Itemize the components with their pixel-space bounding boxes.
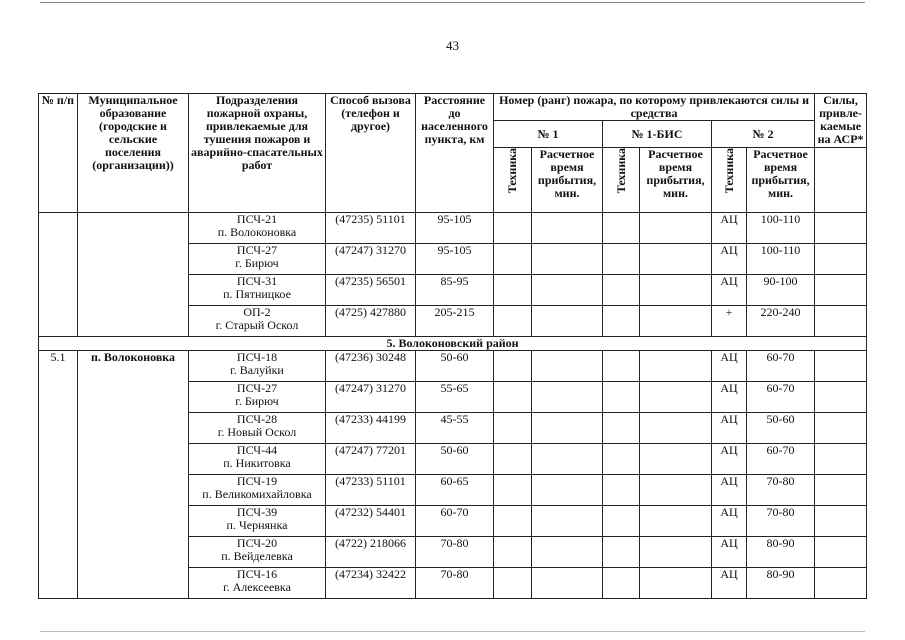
- distance-cell: 95-105: [416, 213, 494, 244]
- header-units: Подразделения пожарной охраны, привлекаемые для тушения пожаров и аварийно-спасательных работ: [189, 94, 326, 213]
- phone-cell: (47233) 44199: [326, 413, 416, 444]
- unit-cell: [189, 306, 326, 337]
- asr-cell: [815, 306, 867, 337]
- arrival-1bis-cell: [640, 213, 712, 244]
- arrival-1-cell: [532, 475, 603, 506]
- distance-cell: 45-55: [416, 413, 494, 444]
- asr-cell: [815, 244, 867, 275]
- unit-name: ОП-2: [243, 305, 271, 319]
- unit-location: п. Пятницкое: [223, 287, 291, 301]
- tech-2-cell: АЦ: [712, 244, 747, 275]
- unit-cell: [189, 213, 326, 244]
- tech-2-cell: АЦ: [712, 506, 747, 537]
- distance-cell: 205-215: [416, 306, 494, 337]
- tech-1bis-cell: [603, 537, 640, 568]
- arrival-1-cell: [532, 444, 603, 475]
- phone-cell: (47233) 51101: [326, 475, 416, 506]
- tech-1bis-cell: [603, 213, 640, 244]
- tech-1bis-cell: [603, 506, 640, 537]
- arrival-1bis-cell: [640, 475, 712, 506]
- arrival-2-cell: 100-110: [747, 213, 815, 244]
- tech-2-cell: АЦ: [712, 351, 747, 382]
- unit-name: ПСЧ-18: [236, 350, 278, 364]
- header-asr-empty: [815, 148, 867, 213]
- tech-1bis-cell: [603, 413, 640, 444]
- arrival-1bis-cell: [640, 382, 712, 413]
- tech-2-cell: АЦ: [712, 537, 747, 568]
- arrival-1-cell: [532, 413, 603, 444]
- section-number: 5.1: [39, 351, 78, 599]
- unit-name: ПСЧ-44: [236, 443, 278, 457]
- asr-cell: [815, 275, 867, 306]
- unit-location: г. Валуйки: [230, 363, 284, 377]
- unit-location: г. Новый Оскол: [217, 425, 297, 439]
- section-name: п. Волоконовка: [78, 351, 189, 599]
- arrival-2-cell: 50-60: [747, 413, 815, 444]
- unit-cell: [189, 568, 326, 599]
- tech-1-cell: [494, 244, 532, 275]
- unit-name: ПСЧ-21: [236, 212, 278, 226]
- unit-location: п. Чернянка: [226, 518, 288, 532]
- unit-location: г. Бирюч: [235, 256, 279, 270]
- asr-cell: [815, 413, 867, 444]
- unit-location: г. Бирюч: [235, 394, 279, 408]
- arrival-1-cell: [532, 537, 603, 568]
- header-tech-2: Техника: [712, 148, 747, 213]
- header-arrival-1bis: Расчетное время прибытия, мин.: [640, 148, 712, 213]
- header-distance: Расстояние до населенного пункта, км: [416, 94, 494, 213]
- distance-cell: 70-80: [416, 537, 494, 568]
- header-num: № п/п: [39, 94, 78, 213]
- tech-1-cell: [494, 537, 532, 568]
- tech-2-cell: +: [712, 306, 747, 337]
- arrival-1bis-cell: [640, 351, 712, 382]
- unit-cell: [189, 475, 326, 506]
- tech-1bis-cell: [603, 568, 640, 599]
- tech-1-cell: [494, 413, 532, 444]
- header-rank-1: № 1: [494, 121, 603, 148]
- tech-1-cell: [494, 475, 532, 506]
- arrival-2-cell: 100-110: [747, 244, 815, 275]
- arrival-1bis-cell: [640, 537, 712, 568]
- distance-cell: 50-60: [416, 444, 494, 475]
- asr-cell: [815, 444, 867, 475]
- fire-forces-table: [38, 93, 867, 599]
- arrival-1bis-cell: [640, 568, 712, 599]
- phone-cell: (47235) 56501: [326, 275, 416, 306]
- header-asr: Силы, привле-каемые на АСР*: [815, 94, 867, 148]
- page-number: 43: [446, 38, 459, 53]
- unit-cell: [189, 275, 326, 306]
- header-call: Способ вызова (телефон и другое): [326, 94, 416, 213]
- header-arrival-1: Расчетное время прибытия, мин.: [532, 148, 603, 213]
- phone-cell: (47247) 31270: [326, 244, 416, 275]
- phone-cell: (47232) 54401: [326, 506, 416, 537]
- unit-name: ПСЧ-16: [236, 567, 278, 581]
- table-row: [39, 213, 867, 244]
- arrival-2-cell: 60-70: [747, 444, 815, 475]
- arrival-1bis-cell: [640, 413, 712, 444]
- phone-cell: (47235) 51101: [326, 213, 416, 244]
- phone-cell: (47247) 31270: [326, 382, 416, 413]
- tech-1-cell: [494, 444, 532, 475]
- arrival-2-cell: 60-70: [747, 351, 815, 382]
- arrival-1bis-cell: [640, 506, 712, 537]
- tech-1-cell: [494, 306, 532, 337]
- phone-cell: (47234) 32422: [326, 568, 416, 599]
- arrival-1-cell: [532, 306, 603, 337]
- arrival-1bis-cell: [640, 306, 712, 337]
- unit-name: ПСЧ-20: [236, 536, 278, 550]
- asr-cell: [815, 382, 867, 413]
- asr-cell: [815, 506, 867, 537]
- tech-1bis-cell: [603, 351, 640, 382]
- scan-edge-bottom: [40, 631, 865, 632]
- unit-location: п. Никитовка: [223, 456, 291, 470]
- arrival-1bis-cell: [640, 275, 712, 306]
- arrival-2-cell: 70-80: [747, 475, 815, 506]
- phone-cell: (47247) 77201: [326, 444, 416, 475]
- distance-cell: 95-105: [416, 244, 494, 275]
- distance-cell: 50-60: [416, 351, 494, 382]
- asr-cell: [815, 568, 867, 599]
- unit-cell: [189, 506, 326, 537]
- header-rank-1bis: № 1-БИС: [603, 121, 712, 148]
- phone-cell: (4722) 218066: [326, 537, 416, 568]
- arrival-2-cell: 60-70: [747, 382, 815, 413]
- distance-cell: 70-80: [416, 568, 494, 599]
- header-tech-1: Техника: [494, 148, 532, 213]
- asr-cell: [815, 213, 867, 244]
- arrival-1-cell: [532, 568, 603, 599]
- unit-name: ПСЧ-28: [236, 412, 278, 426]
- unit-name: ПСЧ-27: [236, 381, 278, 395]
- tech-1-cell: [494, 506, 532, 537]
- distance-cell: 85-95: [416, 275, 494, 306]
- distance-cell: 60-65: [416, 475, 494, 506]
- arrival-2-cell: 70-80: [747, 506, 815, 537]
- distance-cell: 55-65: [416, 382, 494, 413]
- tech-2-cell: АЦ: [712, 275, 747, 306]
- unit-cell: [189, 537, 326, 568]
- asr-cell: [815, 475, 867, 506]
- unit-name: ПСЧ-39: [236, 505, 278, 519]
- arrival-1bis-cell: [640, 444, 712, 475]
- unit-location: г. Старый Оскол: [215, 318, 299, 332]
- tech-2-cell: АЦ: [712, 568, 747, 599]
- arrival-1-cell: [532, 506, 603, 537]
- tech-2-cell: АЦ: [712, 413, 747, 444]
- unit-location: п. Великомихайловка: [202, 487, 312, 501]
- tech-1bis-cell: [603, 475, 640, 506]
- unit-cell: [189, 244, 326, 275]
- unit-location: п. Вейделевка: [221, 549, 293, 563]
- table-row: [39, 351, 867, 382]
- phone-cell: (4725) 427880: [326, 306, 416, 337]
- arrival-1-cell: [532, 351, 603, 382]
- asr-cell: [815, 537, 867, 568]
- district-row: [39, 337, 867, 351]
- arrival-1-cell: [532, 244, 603, 275]
- unit-cell: [189, 382, 326, 413]
- unit-name: ПСЧ-31: [236, 274, 278, 288]
- arrival-1-cell: [532, 275, 603, 306]
- header-rank-2: № 2: [712, 121, 815, 148]
- unit-cell: [189, 351, 326, 382]
- tech-1bis-cell: [603, 244, 640, 275]
- table-body: [39, 213, 867, 599]
- asr-cell: [815, 351, 867, 382]
- tech-2-cell: АЦ: [712, 382, 747, 413]
- tech-1-cell: [494, 275, 532, 306]
- num-cell: [39, 213, 78, 337]
- unit-location: п. Волоконовка: [217, 225, 297, 239]
- distance-cell: 60-70: [416, 506, 494, 537]
- tech-1-cell: [494, 351, 532, 382]
- unit-cell: [189, 444, 326, 475]
- arrival-2-cell: 80-90: [747, 537, 815, 568]
- scan-edge-top: [40, 2, 865, 3]
- tech-2-cell: АЦ: [712, 213, 747, 244]
- tech-2-cell: АЦ: [712, 475, 747, 506]
- unit-name: ПСЧ-19: [236, 474, 278, 488]
- arrival-2-cell: 90-100: [747, 275, 815, 306]
- tech-1bis-cell: [603, 444, 640, 475]
- header-rank-group: Номер (ранг) пожара, по которому привлекаются силы и средства: [494, 94, 815, 121]
- municipality-cell: [78, 213, 189, 337]
- tech-1-cell: [494, 213, 532, 244]
- unit-name: ПСЧ-27: [236, 243, 278, 257]
- header-municipality: Муниципальное образование (городские и сельские поселения (организации)): [78, 94, 189, 213]
- tech-1-cell: [494, 568, 532, 599]
- phone-cell: (47236) 30248: [326, 351, 416, 382]
- header-row-1: [39, 94, 867, 121]
- arrival-2-cell: 80-90: [747, 568, 815, 599]
- arrival-2-cell: 220-240: [747, 306, 815, 337]
- arrival-1bis-cell: [640, 244, 712, 275]
- tech-1bis-cell: [603, 275, 640, 306]
- arrival-1-cell: [532, 213, 603, 244]
- tech-2-cell: АЦ: [712, 444, 747, 475]
- district-title: 5. Волоконовский район: [39, 337, 867, 351]
- tech-1bis-cell: [603, 382, 640, 413]
- header-arrival-2: Расчетное время прибытия, мин.: [747, 148, 815, 213]
- tech-1bis-cell: [603, 306, 640, 337]
- unit-cell: [189, 413, 326, 444]
- unit-location: г. Алексеевка: [223, 580, 291, 594]
- tech-1-cell: [494, 382, 532, 413]
- arrival-1-cell: [532, 382, 603, 413]
- header-tech-1bis: Техника: [603, 148, 640, 213]
